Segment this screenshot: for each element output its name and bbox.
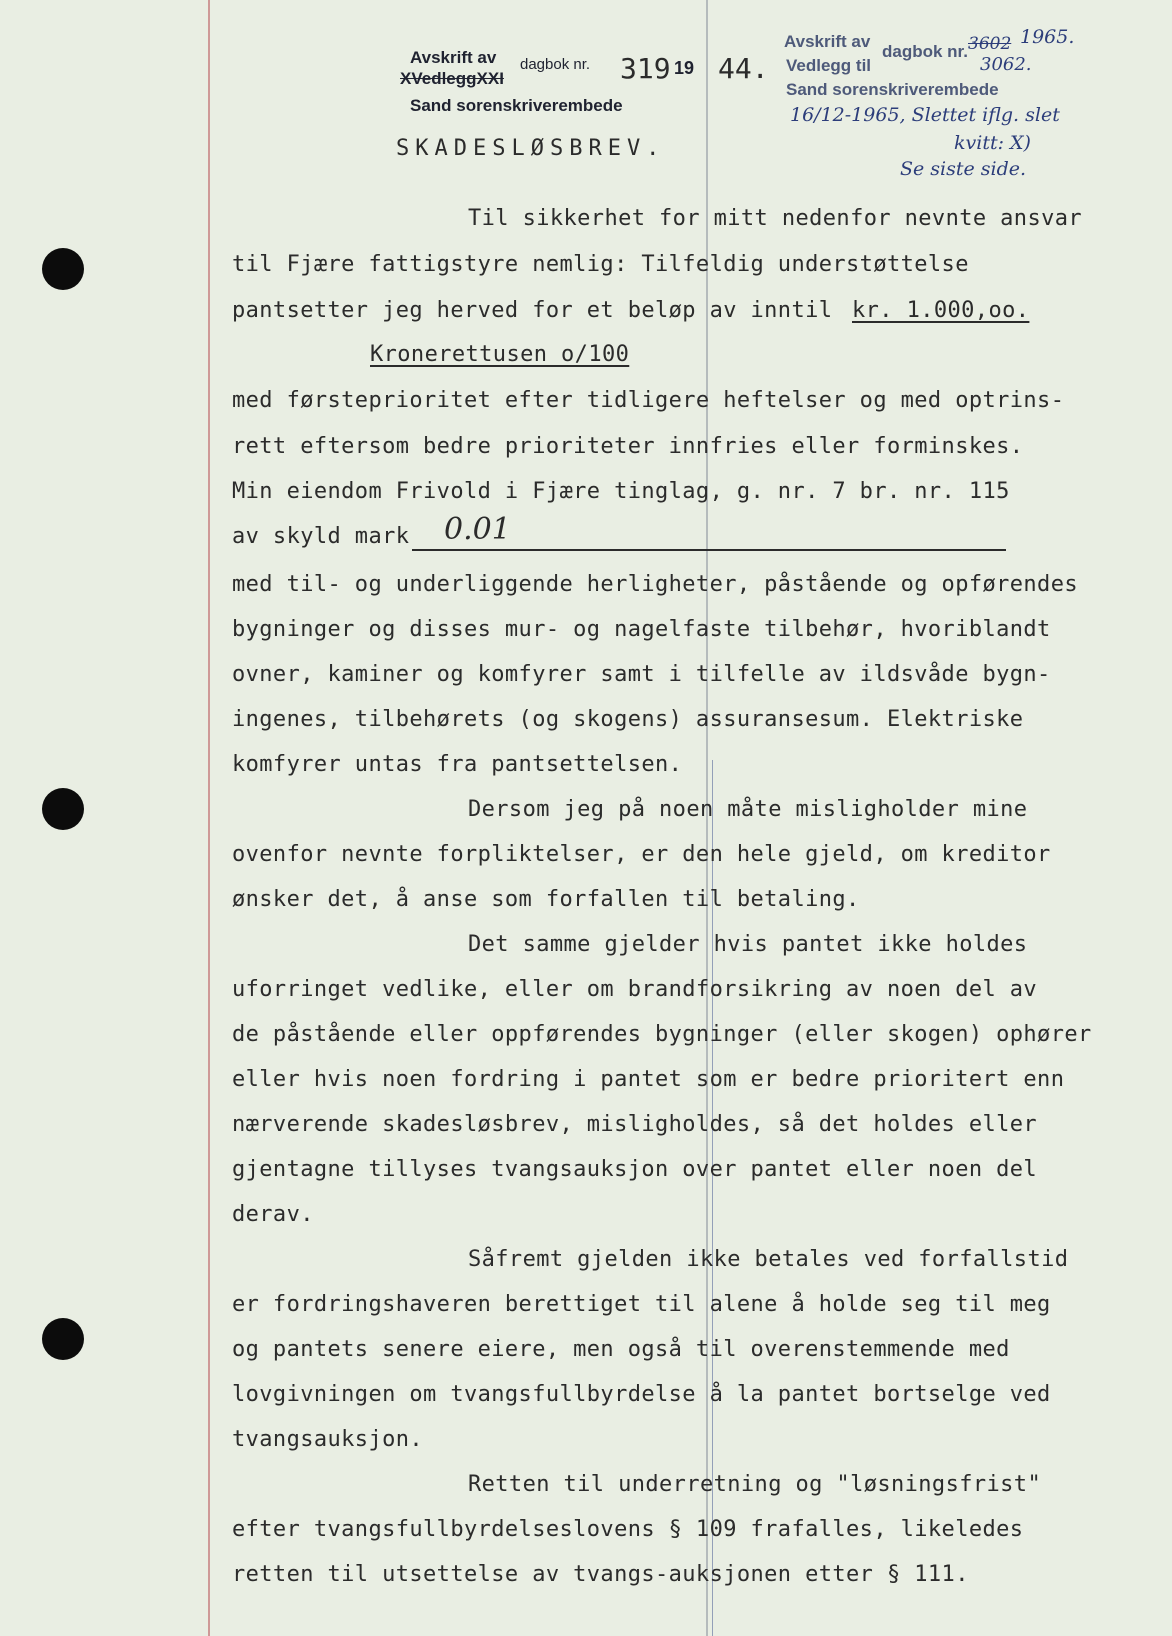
stamp-right-number: 3602	[968, 34, 1012, 54]
stamp-left-office: Sand sorenskriverembede	[410, 96, 623, 115]
binder-hole-top	[42, 248, 84, 290]
stamp-left-dagbok: dagbok nr.	[520, 56, 591, 73]
text-line: komfyrer untas fra pantsettelsen.	[232, 752, 683, 777]
text-line: ovner, kaminer og komfyrer samt i tilfelle av ildsvåde bygn-	[232, 662, 1051, 687]
binder-hole-middle	[42, 788, 84, 830]
stamp-right-year: 1965.	[1020, 26, 1075, 48]
text-line: ovenfor nevnte forpliktelser, er den hele gjeld, om kreditor	[232, 842, 1051, 867]
text-line: pantsetter jeg herved for et beløp av inntil	[232, 298, 833, 323]
stamp-right-dagbok: dagbok nr.	[882, 42, 968, 61]
stamp-right-avskrift: Avskrift av	[784, 32, 871, 51]
amount-text: kr. 1.000,oo.	[852, 298, 1030, 323]
text-line: Min eiendom Frivold i Fjære tinglag, g. nr. 7 br. nr. 115	[232, 479, 1010, 504]
text-line: Dersom jeg på noen måte misligholder mine	[468, 797, 1028, 822]
text-line: er fordringshaveren berettiget til alene å holde seg til meg	[232, 1292, 1051, 1317]
handwritten-note-line1: 16/12-1965, Slettet iflg. slet	[790, 104, 1060, 126]
text-line: efter tvangsfullbyrdelseslovens § 109 frafalles, likeledes	[232, 1517, 1024, 1542]
document-title: SKADESLØSBREV.	[396, 136, 666, 161]
text-line: ingenes, tilbehørets (og skogens) assuransesum. Elektriske	[232, 707, 1024, 732]
text-line: retten til utsettelse av tvangs-auksjonen etter § 111.	[232, 1562, 969, 1587]
text-line: lovgivningen om tvangsfullbyrdelse å la pantet bortselge ved	[232, 1382, 1051, 1407]
text-line: Til sikkerhet for mitt nedenfor nevnte ansvar	[468, 206, 1083, 231]
text-line: til Fjære fattigstyre nemlig: Tilfeldig understøttelse	[232, 252, 969, 277]
stamp-right-office: Sand sorenskriverembede	[786, 80, 999, 99]
stamp-right-number2: 3062.	[980, 54, 1032, 75]
text-line: bygninger og disses mur- og nagelfaste tilbehør, hvoriblandt	[232, 617, 1051, 642]
stamp-left-year-prefix: 19	[674, 58, 695, 78]
margin-rule	[208, 0, 210, 1636]
stamp-right-vedlegg: Vedlegg til	[786, 56, 872, 75]
text-line: derav.	[232, 1202, 314, 1227]
text-line: og pantets senere eiere, men også til overenstemmende med	[232, 1337, 1010, 1362]
text-line: ønsker det, å anse som forfallen til betaling.	[232, 887, 860, 912]
stamp-left-number: 319	[620, 52, 671, 85]
text-line: Retten til underretning og "løsningsfrist"	[468, 1472, 1042, 1497]
text-line: nærverende skadesløsbrev, misligholdes, så det holdes eller	[232, 1112, 1038, 1137]
skyld-mark-underline	[412, 549, 1006, 551]
text-line: gjentagne tillyses tvangsauksjon over pantet eller noen del	[232, 1157, 1038, 1182]
amount-words: Kronerettusen o/100	[370, 342, 630, 367]
handwritten-note-line2: kvitt: X)	[954, 132, 1031, 154]
text-line: eller hvis noen fordring i pantet som er bedre prioritert enn	[232, 1067, 1065, 1092]
stamp-left-avskrift: Avskrift av	[410, 48, 497, 67]
stamp-left-year: 44.	[718, 52, 769, 85]
text-line: av skyld mark	[232, 524, 410, 549]
text-line: tvangsauksjon.	[232, 1427, 424, 1452]
handwritten-note-line3: Se siste side.	[900, 158, 1027, 180]
text-line: Såfremt gjelden ikke betales ved forfallstid	[468, 1247, 1069, 1272]
text-line: med førsteprioritet efter tidligere heftelser og med optrins-	[232, 388, 1065, 413]
text-line: uforringet vedlike, eller om brandforsikring av noen del av	[232, 977, 1038, 1002]
text-line: Det samme gjelder hvis pantet ikke holdes	[468, 932, 1028, 957]
skyld-mark-value: 0.01	[444, 512, 511, 547]
text-line: rett eftersom bedre prioriteter innfries eller forminskes.	[232, 434, 1024, 459]
text-line: de påstående eller oppførendes bygninger (eller skogen) ophører	[232, 1022, 1092, 1047]
binder-hole-bottom	[42, 1318, 84, 1360]
stamp-left-vedlegg: XVedleggXXI	[400, 69, 504, 88]
text-line: med til- og underliggende herligheter, påstående og opførendes	[232, 572, 1078, 597]
